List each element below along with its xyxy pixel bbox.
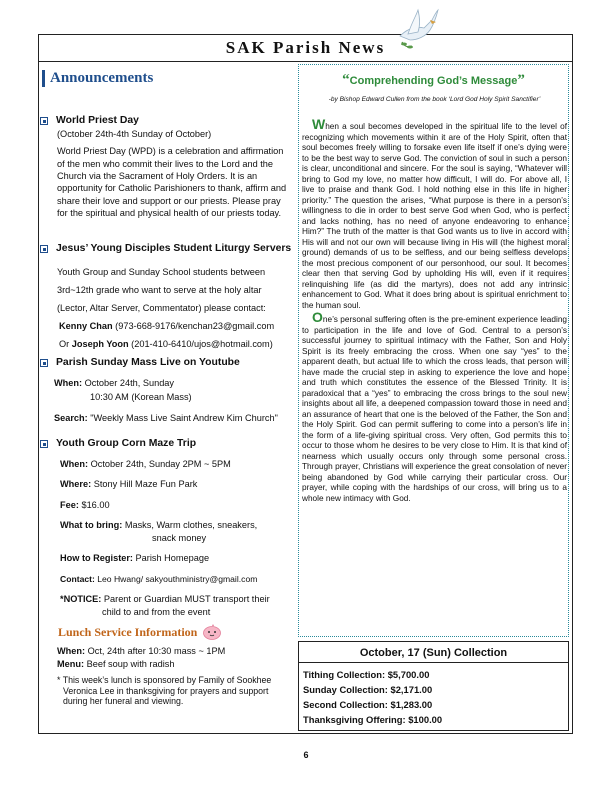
contact-line [60, 573, 296, 586]
label: Search: [54, 412, 88, 423]
notice-line [60, 593, 296, 606]
close-quote: ” [517, 72, 525, 88]
drop-cap: W [312, 116, 326, 132]
second-collection: Second Collection: $1,283.00 [303, 699, 433, 710]
bring-line-2: snack money [152, 532, 207, 543]
label: *NOTICE: [60, 594, 102, 605]
when-line [60, 458, 296, 471]
sunday-collection: Sunday Collection: $2,171.00 [303, 684, 433, 695]
paragraph-text: hen a soul becomes developed in the spiritual life to the level of recognizing which movements within it are of the Holy Spirit, often that soul becomes freely willing to forsake even life itself if one’s dying were to be the best way to serve God. The conviction of soul in such a person is clear, unconditional and sincere. For the soul is saying, “Whatever will bring to God my love, no matter how difficult, I will do. For above all, I live to praise and thank God. I hold nothing else in this life in higher priority.” The question the arises, “What purpose is there in a person’s willingness to die in order to best serve God when God, who is perfect and lacks nothing, has no need of anyone endeavoring to enhance Him?” The truth of the matter is that God wants us to live in accord with His will and not our own will because living in His will (the highest moral ground) demands of us to be selfless, and our being selfless develops the most precious component of our personhood, our soul. It becomes clear then that serving God by upholding His will, even if it requires relinquishing life (as did the martyrs), does not add any intrinsic enhancement to God. What it does bring about is spiritual enrichment to the human soul. [302, 122, 567, 310]
collection-title: October, 17 (Sun) Collection [298, 643, 569, 663]
section-title: Jesus’ Young Disciples Student Liturgy Servers [56, 243, 292, 254]
lunch-menu-line [57, 658, 296, 671]
announcements-heading: Announcements [42, 70, 153, 87]
value: October 24th, Sunday [82, 377, 175, 388]
contact-line [57, 317, 296, 335]
value: Leo Hwang/ sakyouthministry@gmail.com [94, 573, 258, 584]
label: Fee: [60, 499, 79, 510]
label: Where: [60, 479, 92, 490]
square-bullet-icon [40, 245, 48, 253]
corn-maze-section [40, 438, 296, 618]
article-paragraph [302, 309, 567, 504]
value: Parish Homepage [133, 553, 210, 564]
label: When: [54, 377, 83, 388]
square-bullet-icon [40, 359, 48, 367]
search-line [54, 411, 296, 425]
fee-line [60, 499, 296, 512]
article-paragraph [302, 116, 567, 311]
jysls-line: (Lector, Altar Server, Commentator) please contact: [57, 302, 266, 313]
register-line [60, 552, 296, 565]
when-line [54, 376, 296, 390]
value: Stony Hill Maze Fun Park [91, 479, 198, 490]
value: Masks, Warm clothes, sneakers, [122, 520, 258, 531]
value: $16.00 [78, 499, 110, 510]
world-priest-day-section [40, 115, 296, 220]
masthead [38, 34, 573, 62]
value: Parent or Guardian MUST transport their [101, 594, 270, 605]
dove-icon [390, 6, 442, 54]
heart-face-icon [202, 624, 222, 640]
square-bullet-icon [40, 117, 48, 125]
value: Oct, 24th after 10:30 mass ~ 1PM [85, 646, 226, 656]
contact-prefix: Or [59, 338, 72, 349]
section-title: Youth Group Corn Maze Trip [56, 438, 197, 449]
square-bullet-icon [40, 440, 48, 448]
label: Contact: [60, 573, 95, 584]
contact-line [57, 335, 296, 353]
article-byline: -by Bishop Edward Cullen from the book ‘Lord God Holy Spirit Sanctifier’ [328, 96, 541, 103]
bring-line [60, 519, 296, 532]
where-line [60, 478, 296, 491]
mass-live-section [40, 357, 296, 425]
article-title-text: Comprehending God’s Message [349, 75, 518, 87]
label: How to Register: [60, 553, 133, 564]
paragraph-text: ne’s personal suffering often is the pre-eminent experience leading to participation in the life and love of God. Central to a person’s successful journey to spiritual intimacy with the Father, Son and Holy Spirit is its freely embracing the cross. When one say “yes” to the apparent death, but actual life to which the cross leads, that person will have made the crucial step in asking to experience the love and hope and truth which constitutes the essence of the Blessed Trinity. It is paradoxical that a “yes” to embracing the cross brings to the soul new insights about all life, a deepened compassion toward those in need and an assurance of heart that one is the beloved of the Father, the Son and the Holy Spirit. God can permit suffering to come into a person’s life in the form of a life-giving spiritual cross. Very often, God permits this to occur to those whom he desires to be very close to Him. It is that kind of nearness which usually occurs only through some personal cross. Through prayer, Christians will experience the great consolation of never being abandoned by God while carrying their particular cross. Our prayer, while coping with the hardships of our cross, will bring us to a whole new intimacy with God. [302, 315, 567, 503]
when-line-2: 10:30 AM (Korean Mass) [90, 391, 192, 402]
jysls-section [40, 243, 296, 353]
contact-info: (973-668-9176/kenchan23@gmail.com [112, 320, 275, 331]
value: "Weekly Mass Live Saint Andrew Kim Church" [87, 412, 278, 423]
open-quote: “ [342, 72, 350, 88]
article-body [302, 116, 567, 504]
drop-cap: O [312, 309, 323, 325]
contact-name: Joseph Yoon [71, 338, 129, 349]
label: When: [57, 646, 86, 656]
section-title: Parish Sunday Mass Live on Youtube [56, 357, 240, 368]
notice-line-2: child to and from the event [102, 606, 211, 617]
thanksgiving-offering: Thanksgiving Offering: $100.00 [303, 714, 443, 725]
lunch-section [40, 624, 296, 707]
masthead-title: SAK Parish News [225, 38, 386, 57]
jysls-line: 3rd~12th grade who want to serve at the holy altar [57, 284, 262, 295]
value: October 24th, Sunday 2PM ~ 5PM [88, 458, 231, 469]
value: Beef soup with radish [84, 659, 175, 669]
section-title: World Priest Day [56, 115, 139, 126]
lunch-title: Lunch Service Information [58, 624, 198, 639]
lunch-when-line [57, 645, 296, 658]
contact-info: (201-410-6410/ujos@hotmail.com) [128, 338, 273, 349]
tithing-collection: Tithing Collection: $5,700.00 [303, 669, 430, 680]
section-subtitle: (October 24th-4th Sunday of October) [57, 128, 212, 139]
page-number: 6 [303, 750, 309, 760]
lunch-note: * This week’s lunch is sponsored by Family of Sookhee Veronica Lee in thanksgiving for prayers and support during her funeral and viewing. [57, 675, 272, 706]
jysls-line: Youth Group and Sunday School students between [57, 266, 266, 277]
label: What to bring: [60, 520, 123, 531]
section-body: World Priest Day (WPD) is a celebration and affirmation of the men who commit their lives to the Lord and the Church via the Sacrament of Holy Orders. It is an opportunity for Catholic Parishioners to thank, affirm and share their love and support or our priests. Please pray for the spiritual and physical health of our priests today. [57, 146, 287, 219]
contact-name: Kenny Chan [59, 320, 113, 331]
article-title [298, 72, 569, 89]
label: When: [60, 458, 89, 469]
label: Menu: [57, 659, 85, 669]
